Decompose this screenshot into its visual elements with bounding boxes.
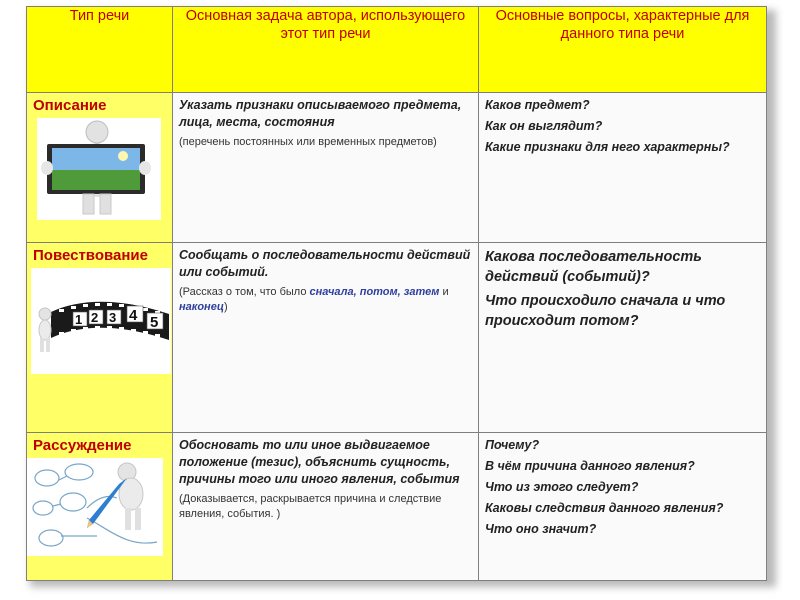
task-cell [173, 433, 479, 581]
note-text: (Рассказ о том, что было [179, 286, 310, 298]
film-number: 1 [75, 312, 83, 327]
question-item: Почему? [485, 438, 540, 452]
note-text: и [439, 286, 449, 298]
table-row [27, 93, 767, 243]
task-note: (перечень постоянных или временных предметов) [179, 136, 437, 148]
speech-types-table [26, 6, 767, 581]
header-questions: Основные вопросы, характерные для данного типа речи [479, 7, 767, 93]
question-item: Что происходило сначала и что происходит потом? [485, 293, 726, 329]
header-row [27, 7, 767, 93]
type-label: Повествование [33, 247, 148, 264]
type-cell [27, 433, 173, 581]
task-note: (Доказывается, раскрывается причина и следствие явления, события. ) [179, 493, 442, 520]
questions-cell [479, 433, 767, 581]
person-holding-tv-icon [37, 118, 161, 220]
question-item: Какие признаки для него характерны? [485, 140, 730, 154]
person-with-pencil-icon [27, 458, 163, 556]
question-item: Как он выглядит? [485, 119, 603, 133]
header-task: Основная задача автора, использующего этот тип речи [173, 7, 479, 93]
task-text: Сообщать о последовательности действий или событий. [179, 248, 471, 279]
type-label: Рассуждение [33, 437, 132, 454]
film-number: 4 [129, 307, 138, 324]
film-strip-icon [31, 268, 171, 374]
questions-cell [479, 93, 767, 243]
task-note [173, 281, 478, 315]
table-row [27, 433, 767, 581]
questions-list [479, 433, 766, 538]
question-item: Какова последовательность действий (событий)? [485, 249, 702, 285]
task-cell [173, 243, 479, 433]
type-cell [27, 243, 173, 433]
question-item: Каковы следствия данного явления? [485, 501, 724, 515]
film-number: 3 [109, 310, 117, 325]
task-cell [173, 93, 479, 243]
question-item: В чём причина данного явления? [485, 459, 695, 473]
film-number: 5 [150, 314, 159, 331]
questions-list [479, 243, 766, 331]
type-cell [27, 93, 173, 243]
type-label: Описание [33, 97, 107, 114]
note-highlight: наконец [179, 301, 224, 313]
film-number: 2 [91, 310, 99, 325]
question-item: Что оно значит? [485, 522, 597, 536]
question-item: Каков предмет? [485, 98, 590, 112]
note-highlight: сначала, потом, затем [309, 286, 440, 298]
question-item: Что из этого следует? [485, 480, 639, 494]
task-text: Указать признаки описываемого предмета, лица, места, состояния [179, 98, 462, 129]
questions-cell [479, 243, 767, 433]
table-row [27, 243, 767, 433]
note-text: ) [223, 301, 228, 313]
task-text: Обосновать то или иное выдвигаемое положение (тезис), объяснить сущность, причины того или иного явления, события [179, 438, 460, 486]
questions-list [479, 93, 766, 156]
header-type: Тип речи [27, 7, 173, 93]
